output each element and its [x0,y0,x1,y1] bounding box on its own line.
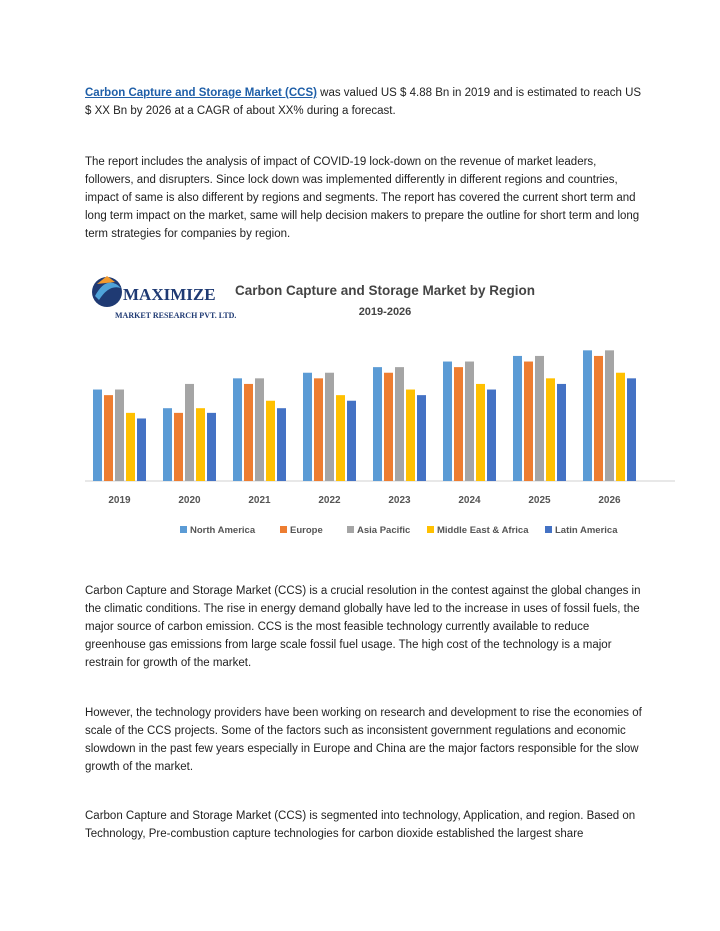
logo-subtitle: MARKET RESEARCH PVT. LTD. [115,311,237,320]
x-tick-labels [108,495,621,506]
bar-group [93,350,636,481]
research-paragraph: However, the technology providers have been working on research and development to rise the economies of scale of the CCS projects. Some of the factors such as inconsistent government regulations and economic slowdown in the past few years especially in Europe and China are the major factors responsible for the slow growth of the market. [85,707,642,773]
bar-2025-latin-america [557,384,566,481]
legend-swatch-latin-america [545,526,552,533]
bar-2023-latin-america [417,395,426,481]
bar-2024-europe [454,367,463,481]
legend-label-asia-pacific: Asia Pacific [357,525,411,536]
maximize-logo [92,276,236,320]
bar-2022-middle-east-africa [336,395,345,481]
bar-2020-north-america [163,408,172,481]
bar-2021-europe [244,384,253,481]
segmentation-paragraph: Carbon Capture and Storage Market (CCS) is segmented into technology, Application, and region. Based on Technology, Pre-combustion capture technologies for carbon dioxide established the largest share [85,810,636,840]
market-report-link[interactable]: Carbon Capture and Storage Market (CCS) [85,87,317,99]
bar-2025-north-america [513,356,522,481]
bar-2026-asia-pacific [605,350,614,481]
bar-2026-latin-america [627,378,636,481]
bar-2025-asia-pacific [535,356,544,481]
bar-2023-asia-pacific [395,367,404,481]
bar-2024-latin-america [487,390,496,481]
bar-2026-north-america [583,350,592,481]
x-tick-2020: 2020 [178,495,201,506]
bar-2021-north-america [233,378,242,481]
bar-2022-latin-america [347,401,356,481]
legend-swatch-asia-pacific [347,526,354,533]
x-tick-2019: 2019 [108,495,131,506]
bar-2025-middle-east-africa [546,378,555,481]
bar-2019-latin-america [137,418,146,481]
bar-2024-middle-east-africa [476,384,485,481]
bar-2024-asia-pacific [465,362,474,481]
intro-paragraph [85,84,645,120]
bar-2019-north-america [93,390,102,481]
bar-2020-middle-east-africa [196,408,205,481]
legend-swatch-middle-east-africa [427,526,434,533]
bar-2020-asia-pacific [185,384,194,481]
bar-2023-middle-east-africa [406,390,415,481]
bar-2022-north-america [303,373,312,481]
x-tick-2026: 2026 [598,495,621,506]
x-tick-2023: 2023 [388,495,411,506]
chart-legend [180,525,618,536]
legend-label-north-america: North America [190,525,256,536]
bar-2021-latin-america [277,408,286,481]
bar-2021-asia-pacific [255,378,264,481]
bar-2022-europe [314,378,323,481]
bar-2026-middle-east-africa [616,373,625,481]
x-tick-2021: 2021 [248,495,271,506]
bar-2019-europe [104,395,113,481]
legend-label-latin-america: Latin America [555,525,618,536]
chart-title: Carbon Capture and Storage Market by Region [234,283,536,298]
bar-2020-latin-america [207,413,216,481]
bar-2024-north-america [443,362,452,481]
covid-impact-paragraph: The report includes the analysis of impact of COVID-19 lock-down on the revenue of market leaders, followers, and disrupters. Since lock down was implemented differently in different regions and countries, impact of same is also different by regions and segments. The report has covered the current short term and long term impact on the market, same will help decision makers to prepare the outline for short term and long term strategies for companies by region. [85,156,640,240]
bar-2023-europe [384,373,393,481]
bar-2026-europe [594,356,603,481]
ccs-overview-paragraph: Carbon Capture and Storage Market (CCS) is a crucial resolution in the contest against the global changes in the climatic conditions. The rise in energy demand globally have led to the increase in uses of fossil fuels, the major source of carbon emission. CCS is the most feasible technology currently available to reduce greenhouse gas emissions from large scale fossil fuel usage. The high cost of the technology is a major restrain for growth of the market. [85,585,641,669]
logo-name: MAXIMIZE [123,285,216,304]
legend-label-europe: Europe [290,525,323,536]
chart-svg [85,270,680,550]
x-tick-2025: 2025 [528,495,551,506]
bar-2021-middle-east-africa [266,401,275,481]
bar-2020-europe [174,413,183,481]
chart-subtitle: 2019-2026 [358,306,412,318]
bar-2019-middle-east-africa [126,413,135,481]
legend-label-middle-east-africa: Middle East & Africa [437,525,529,536]
legend-swatch-europe [280,526,287,533]
legend-swatch-north-america [180,526,187,533]
bar-2019-asia-pacific [115,390,124,481]
bar-2025-europe [524,362,533,481]
market-chart [85,270,680,550]
x-tick-2022: 2022 [318,495,341,506]
x-tick-2024: 2024 [458,495,481,506]
bar-2022-asia-pacific [325,373,334,481]
intro-text: was valued US $ 4.88 Bn in 2019 and is estimated to reach US $ XX Bn by 2026 at a CAGR of about XX% during a forecast. [85,87,642,117]
bar-2023-north-america [373,367,382,481]
